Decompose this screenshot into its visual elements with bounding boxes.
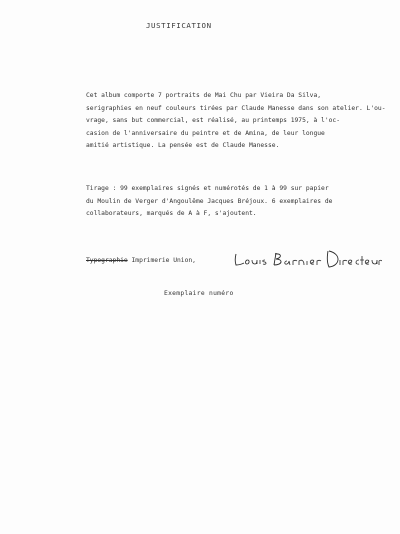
text-line: amitié artistique. La pensée est de Claude Manesse. bbox=[86, 142, 280, 150]
handwritten-signature bbox=[232, 248, 382, 270]
page-title: JUSTIFICATION bbox=[146, 21, 212, 30]
text-line: vrage, sans but commercial, est réalisé, au printemps 1975, à l'oc- bbox=[86, 117, 341, 125]
paragraph-description bbox=[86, 90, 384, 153]
text-line: Cet album comporte 7 portraits de Mai Chu par Vieira Da Silva, bbox=[86, 92, 322, 99]
text-line: serigraphies en neuf couleurs tirées par Claude Manesse dans son atelier. L'ou- bbox=[86, 104, 386, 112]
struck-word: Typographie bbox=[86, 257, 128, 264]
paragraph-print-run bbox=[86, 183, 384, 221]
text-line: collaborateurs, marqués de A à F, s'ajoutent. bbox=[86, 210, 257, 218]
copy-number-label: Exemplaire numéro bbox=[164, 290, 234, 297]
printer-name: Imprimerie Union, bbox=[127, 257, 196, 264]
printer-line bbox=[86, 257, 196, 264]
text-line: du Moulin de Verger d'Angoulême Jacques Bréjoux. 6 exemplaires de bbox=[86, 197, 333, 205]
text-line: casion de l'anniversaire du peintre et de Amina, de leur longue bbox=[86, 129, 325, 137]
text-line: Tirage : 99 exemplaires signés et numérotés de 1 à 99 sur papier bbox=[86, 185, 329, 192]
